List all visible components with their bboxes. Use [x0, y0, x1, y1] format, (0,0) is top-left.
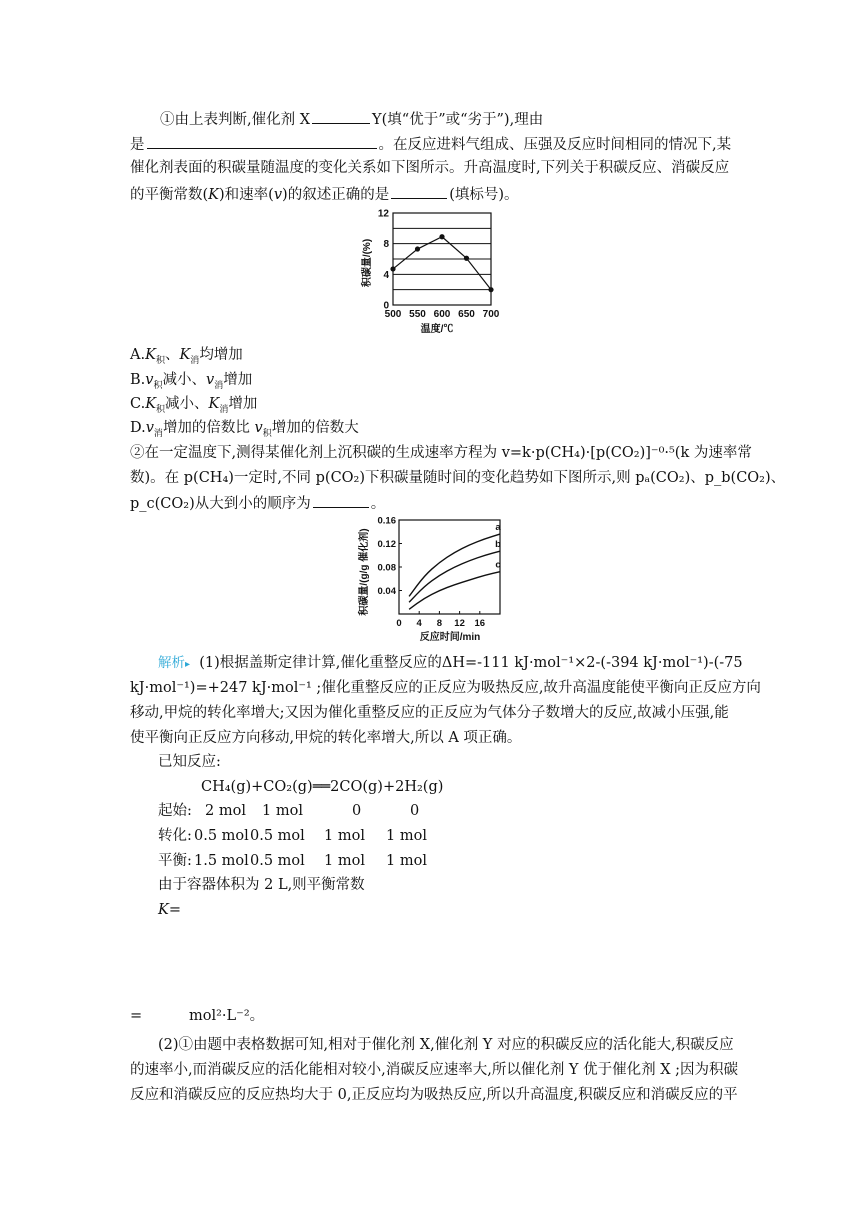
ice-row-label: 平衡:	[158, 853, 192, 869]
question-text: 是	[130, 137, 145, 153]
question-text: p_c(CO₂)从大到小的顺序为	[130, 496, 311, 512]
ice-row-label: 转化:	[158, 828, 192, 844]
data-point	[439, 234, 444, 239]
series-label: b	[495, 539, 501, 551]
equals-sign: =	[130, 1008, 143, 1024]
question-2-line-2: 数)。在 p(CH₄)一定时,不同 p(CO₂)下积碳量随时间的变化趋势如下图所示,则 pₐ(CO₂)、p_b(CO₂)、	[130, 470, 786, 486]
option-text: 增加的倍数大	[271, 420, 359, 436]
option-sub: 积	[153, 380, 163, 391]
y-tick-label: 12	[377, 208, 389, 220]
question-text: (填标号)。	[449, 187, 519, 203]
option-text: 均增加	[199, 347, 243, 363]
y-tick-label: 0.16	[377, 515, 396, 527]
ice-cell: 1 mol	[324, 828, 365, 844]
x-tick-label: 16	[474, 618, 486, 629]
data-point	[415, 246, 420, 251]
option-var: v	[145, 420, 154, 436]
plot-frame	[399, 520, 500, 614]
option-sub: 消	[214, 380, 224, 391]
ice-cell: 0	[410, 803, 420, 819]
option-text: 增加	[228, 396, 258, 412]
volume-line: 由于容器体积为 2 L,则平衡常数	[158, 877, 365, 893]
question-1-line-4	[130, 183, 519, 205]
x-tick-label: 550	[409, 309, 426, 320]
question-text: Y(填“优于”或“劣于”),理由	[372, 112, 544, 128]
x-axis-label: 温度/℃	[420, 324, 454, 335]
ice-cell: 1.5 mol	[194, 853, 249, 869]
option-B	[130, 370, 252, 390]
question-text: )的叙述正确的是	[282, 187, 390, 203]
carbon-vs-temperature-chart	[355, 205, 510, 335]
ice-cell: 2 mol	[205, 803, 246, 819]
option-label: A.	[130, 347, 146, 363]
option-sub: 积	[155, 355, 165, 366]
answer-blank	[147, 133, 377, 149]
y-tick-label: 8	[383, 239, 389, 251]
question-text: 的平衡常数(	[130, 187, 209, 203]
K-label: K=	[158, 902, 181, 918]
solution-line-2: kJ·mol⁻¹)=+247 kJ·mol⁻¹ ;催化重整反应的正反应为吸热反应,故升高温度能使平衡向正反应方向	[130, 680, 761, 696]
series-label: c	[495, 559, 501, 571]
x-tick-label: 4	[416, 618, 422, 629]
ice-cell: 1 mol	[386, 828, 427, 844]
y-axis-label: 积碳量/(%)	[362, 238, 373, 288]
option-label: B.	[130, 372, 146, 388]
question-2-line-1: ②在一定温度下,测得某催化剂上沉积碳的生成速率方程为 v=k·p(CH₄)·[p(CO₂)]⁻⁰·⁵(k 为速率常	[130, 445, 752, 461]
question-text: 。在反应进料气组成、压强及反应时间相同的情况下,某	[378, 137, 732, 153]
ice-row-label: 起始:	[158, 803, 192, 819]
option-text: 减小、	[162, 372, 206, 388]
series-line	[409, 551, 500, 602]
ice-cell: 1 mol	[262, 803, 303, 819]
ice-cell: 0.5 mol	[194, 828, 249, 844]
chart-ticks	[378, 209, 500, 321]
option-D	[130, 418, 359, 438]
option-A	[130, 345, 243, 365]
triangle-right-icon: ▸	[185, 659, 191, 670]
series-line	[409, 572, 500, 610]
data-point	[464, 256, 469, 261]
question-text: 。	[370, 496, 386, 512]
option-var: K	[145, 347, 156, 363]
option-text: 、	[164, 347, 180, 363]
solution-line-1	[158, 653, 743, 675]
x-tick-label: 500	[384, 309, 402, 320]
option-label: C.	[130, 396, 146, 412]
series-line	[393, 237, 491, 290]
chart-ticks	[378, 516, 486, 630]
answer-blank	[391, 183, 447, 199]
solution-line-3: 移动,甲烷的转化率增大;又因为催化重整反应的正反应为气体分子数增大的反应,故减小压强,能	[130, 705, 729, 721]
solution-2-line-1: (2)①由题中表格数据可知,相对于催化剂 X,催化剂 Y 对应的积碳反应的活化能大,积碳反应	[158, 1037, 734, 1053]
x-tick-label: 700	[482, 309, 500, 320]
chart-axes	[399, 520, 500, 614]
option-var: K	[145, 396, 157, 412]
answer-blank	[313, 492, 369, 508]
y-tick-label: 0.12	[377, 539, 396, 550]
option-sub: 消	[190, 355, 200, 366]
y-tick-label: 4	[383, 269, 389, 281]
y-tick-label: 0	[383, 300, 389, 312]
answer-blank	[312, 108, 370, 124]
option-C	[130, 394, 257, 414]
option-var: v	[254, 420, 263, 436]
x-tick-label: 12	[454, 618, 465, 629]
question-text: ①由上表判断,催化剂 X	[160, 112, 311, 128]
option-label: D.	[130, 420, 146, 436]
ice-cell: 0.5 mol	[250, 853, 305, 869]
option-sub: 积	[262, 428, 272, 439]
ice-cell: 0	[352, 803, 362, 819]
question-1-line-1	[160, 108, 543, 130]
solution-text: (1)根据盖斯定律计算,催化重整反应的ΔH=-111 kJ·mol⁻¹×2-(-394 kJ·mol⁻¹)-(-75	[199, 655, 743, 671]
option-var: K	[179, 347, 191, 363]
carbon-vs-time-chart	[355, 512, 510, 644]
option-sub: 消	[153, 428, 163, 439]
solution-tag: 解析	[158, 655, 185, 671]
y-tick-label: 0.04	[377, 586, 396, 597]
y-tick-label: 0.08	[377, 562, 396, 574]
var-v: v	[273, 187, 283, 203]
option-var: v	[205, 372, 215, 388]
question-1-line-3: 催化剂表面的积碳量随温度的变化关系如下图所示。升高温度时,下列关于积碳反应、消碳反应	[130, 160, 730, 176]
question-text: )和速率(	[219, 187, 274, 203]
option-var: K	[208, 396, 220, 412]
option-text: 减小、	[165, 396, 209, 412]
question-2-line-3	[130, 492, 385, 514]
series-label: a	[495, 522, 501, 534]
ice-cell: 0.5 mol	[250, 828, 305, 844]
option-sub: 消	[219, 404, 229, 415]
series-line	[409, 534, 500, 596]
question-1-line-2	[130, 133, 731, 155]
x-axis-label: 反应时间/min	[419, 632, 481, 643]
option-sub: 积	[156, 404, 166, 415]
option-text: 增加	[223, 372, 253, 388]
ice-cell: 1 mol	[324, 853, 365, 869]
solution-line-4: 使平衡向正反应方向移动,甲烷的转化率增大,所以 A 项正确。	[130, 730, 522, 746]
K-units: mol²·L⁻²。	[189, 1008, 265, 1024]
x-tick-label: 650	[458, 309, 475, 320]
data-point	[488, 287, 493, 292]
option-var: v	[145, 372, 154, 388]
x-tick-label: 8	[436, 618, 443, 629]
data-point	[390, 266, 395, 271]
ice-cell: 1 mol	[386, 853, 427, 869]
solution-2-line-2: 的速率小,而消碳反应的活化能相对较小,消碳反应速率大,所以催化剂 Y 优于催化剂 X ;因为积碳	[130, 1062, 739, 1078]
x-tick-label: 600	[433, 309, 451, 320]
option-text: 增加的倍数比	[162, 420, 255, 436]
y-axis-label: 积碳量/(g/g 催化剂)	[359, 528, 370, 616]
chart-grid	[393, 213, 491, 290]
x-tick-label: 0	[396, 618, 402, 629]
chart-series	[390, 234, 493, 292]
chart-series	[409, 522, 501, 609]
var-K: K	[208, 187, 220, 203]
solution-2-line-3: 反应和消碳反应的反应热均大于 0,正反应均为吸热反应,所以升高温度,积碳反应和消碳反应的平	[130, 1087, 738, 1103]
known-reaction-label: 已知反应:	[158, 754, 221, 770]
reaction-equation: CH₄(g)+CO₂(g)══2CO(g)+2H₂(g)	[201, 779, 444, 795]
